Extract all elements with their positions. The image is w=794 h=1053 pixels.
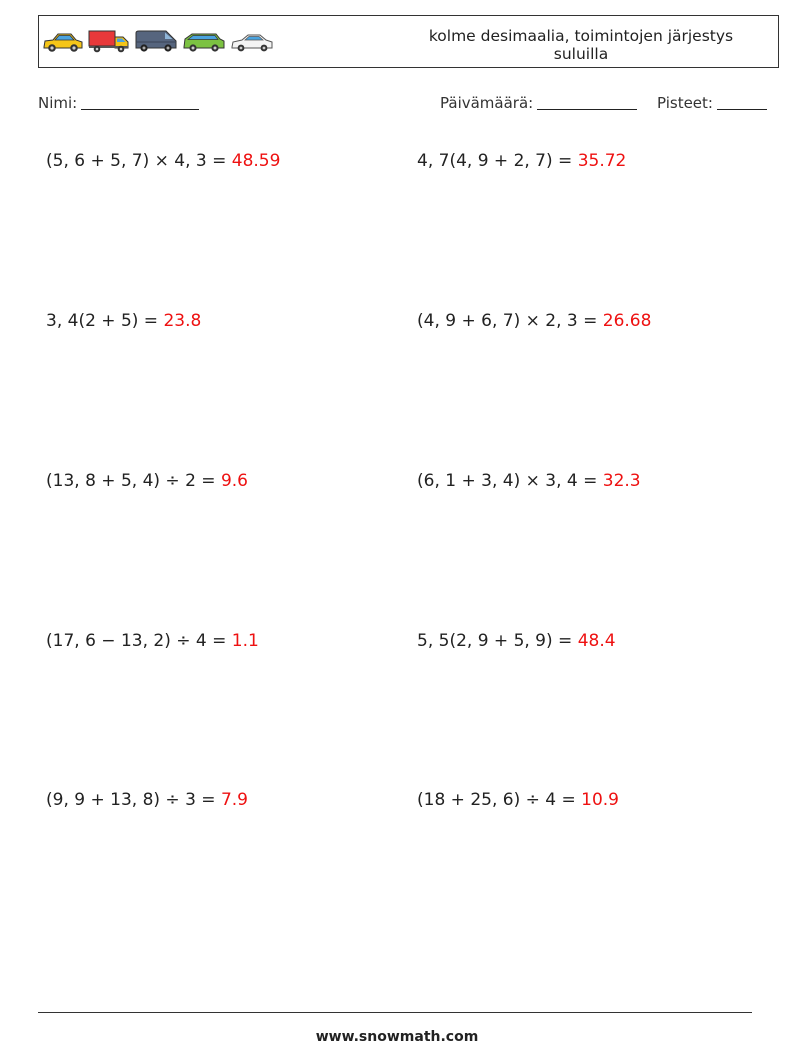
- date-label: Päivämäärä:: [440, 94, 534, 112]
- name-blank[interactable]: [81, 96, 199, 110]
- white-car-icon: [230, 33, 274, 53]
- problem-expression: (18 + 25, 6) ÷ 4 =: [417, 790, 582, 810]
- problem-3: [46, 311, 201, 331]
- problem-answer: 48.4: [577, 631, 616, 651]
- problem-answer: 32.3: [602, 471, 641, 491]
- problem-expression: (6, 1 + 3, 4) × 3, 4 =: [417, 471, 603, 491]
- problem-10: [417, 790, 619, 810]
- problem-6: [417, 471, 641, 491]
- problem-expression: (5, 6 + 5, 7) × 4, 3 =: [46, 151, 232, 171]
- score-label: Pisteet:: [657, 94, 713, 112]
- problem-expression: 3, 4(2 + 5) =: [46, 311, 164, 331]
- problem-7: [46, 631, 259, 651]
- problem-expression: (9, 9 + 13, 8) ÷ 3 =: [46, 790, 221, 810]
- problem-1: [46, 151, 280, 171]
- problem-expression: (17, 6 − 13, 2) ÷ 4 =: [46, 631, 232, 651]
- green-car-icon: [182, 31, 226, 53]
- problem-answer: 10.9: [581, 790, 619, 810]
- problem-9: [46, 790, 248, 810]
- worksheet-title: kolme desimaalia, toimintojen järjestys suluilla: [428, 27, 734, 63]
- problem-answer: 1.1: [231, 631, 259, 651]
- problem-expression: (13, 8 + 5, 4) ÷ 2 =: [46, 471, 221, 491]
- problem-5: [46, 471, 248, 491]
- problem-answer: 35.72: [577, 151, 627, 171]
- name-field: [38, 94, 199, 112]
- footer-divider: [38, 1012, 752, 1013]
- problem-8: [417, 631, 616, 651]
- footer-url[interactable]: www.snowmath.com: [315, 1029, 479, 1045]
- date-field: [440, 94, 637, 112]
- name-label: Nimi:: [38, 94, 78, 112]
- date-blank[interactable]: [537, 96, 637, 110]
- problem-answer: 7.9: [220, 790, 248, 810]
- problem-answer: 9.6: [220, 471, 248, 491]
- gray-van-icon: [134, 29, 178, 53]
- score-field: [657, 94, 767, 112]
- problem-expression: 4, 7(4, 9 + 2, 7) =: [417, 151, 578, 171]
- worksheet-header: [38, 15, 779, 68]
- problem-expression: 5, 5(2, 9 + 5, 9) =: [417, 631, 578, 651]
- red-truck-icon: [88, 29, 130, 53]
- problem-answer: 26.68: [602, 311, 652, 331]
- problem-2: [417, 151, 626, 171]
- problem-answer: 48.59: [231, 151, 281, 171]
- vehicle-icons: [42, 27, 274, 53]
- yellow-car-icon: [42, 31, 84, 53]
- score-blank[interactable]: [717, 96, 767, 110]
- problem-expression: (4, 9 + 6, 7) × 2, 3 =: [417, 311, 603, 331]
- problem-answer: 23.8: [163, 311, 202, 331]
- problem-4: [417, 311, 651, 331]
